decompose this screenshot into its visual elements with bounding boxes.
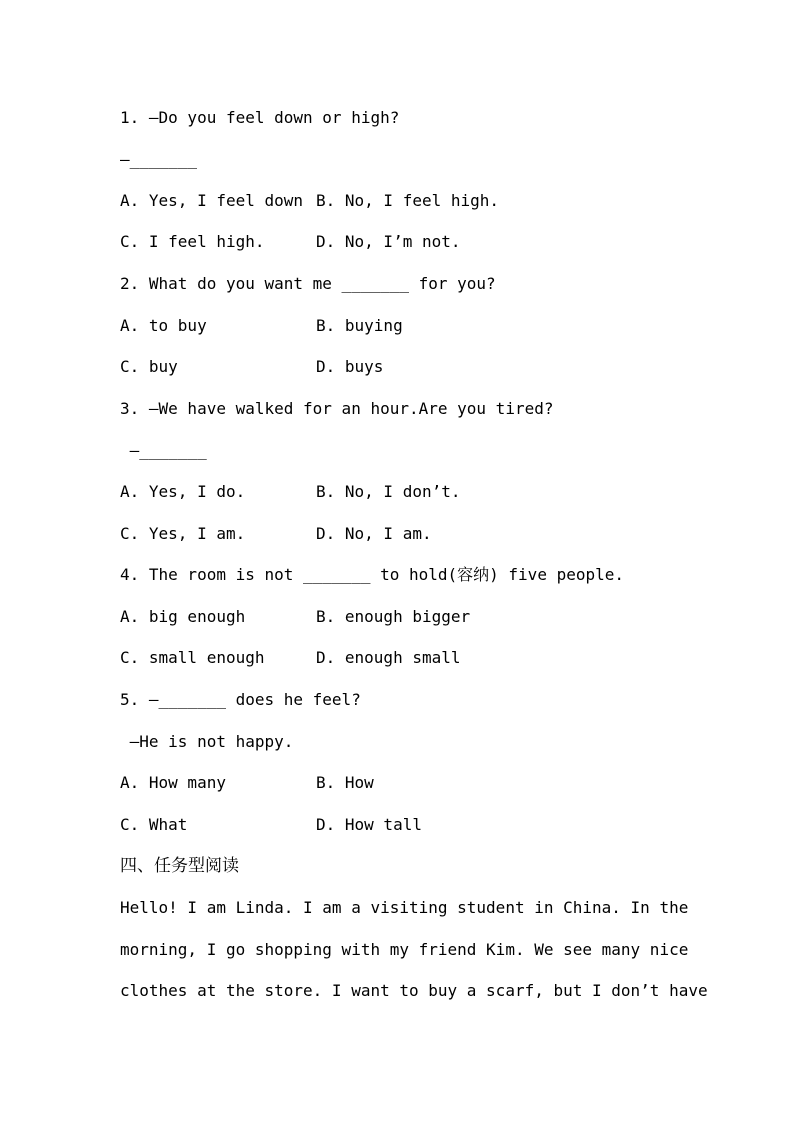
passage-line-2: morning, I go shopping with my friend Kim. We see many nice [120, 940, 689, 959]
question-5-stem: 5. —_______ does he feel? [120, 690, 361, 709]
question-2-option-b: B. buying [316, 316, 403, 335]
question-2-option-c: C. buy [120, 357, 178, 376]
question-5-option-a: A. How many [120, 773, 226, 792]
section-title: 四、任务型阅读 [120, 856, 239, 876]
question-5-option-c: C. What [120, 815, 188, 834]
question-4-option-c: C. small enough [120, 648, 265, 667]
question-3-option-d: D. No, I am. [316, 524, 432, 543]
question-1-option-b: B. No, I feel high. [316, 191, 500, 210]
question-5-option-d: D. How tall [316, 815, 422, 834]
question-5-option-b: B. How [316, 773, 374, 792]
question-2-stem: 2. What do you want me _______ for you? [120, 274, 496, 293]
question-2-option-d: D. buys [316, 357, 384, 376]
passage-line-1: Hello! I am Linda. I am a visiting student in China. In the [120, 898, 689, 917]
question-4-stem: 4. The room is not _______ to hold(容纳) five people. [120, 565, 625, 584]
question-3-answer-blank: —_______ [120, 441, 207, 460]
question-1-option-d: D. No, I’m not. [316, 232, 461, 251]
question-1-option-c: C. I feel high. [120, 232, 265, 251]
question-1-answer-blank: —_______ [120, 150, 198, 169]
question-3-option-a: A. Yes, I do. [120, 482, 246, 501]
question-1-option-a: A. Yes, I feel down [120, 191, 304, 210]
question-2-option-a: A. to buy [120, 316, 207, 335]
question-3-option-b: B. No, I don’t. [316, 482, 461, 501]
question-4-option-a: A. big enough [120, 607, 246, 626]
question-3-option-c: C. Yes, I am. [120, 524, 246, 543]
passage-line-3: clothes at the store. I want to buy a scarf, but I don’t have [120, 981, 708, 1000]
question-4-option-d: D. enough small [316, 648, 461, 667]
question-1-stem: 1. —Do you feel down or high? [120, 108, 400, 127]
question-5-answer: —He is not happy. [120, 732, 294, 751]
question-4-option-b: B. enough bigger [316, 607, 471, 626]
question-3-stem: 3. —We have walked for an hour.Are you tired? [120, 399, 554, 418]
